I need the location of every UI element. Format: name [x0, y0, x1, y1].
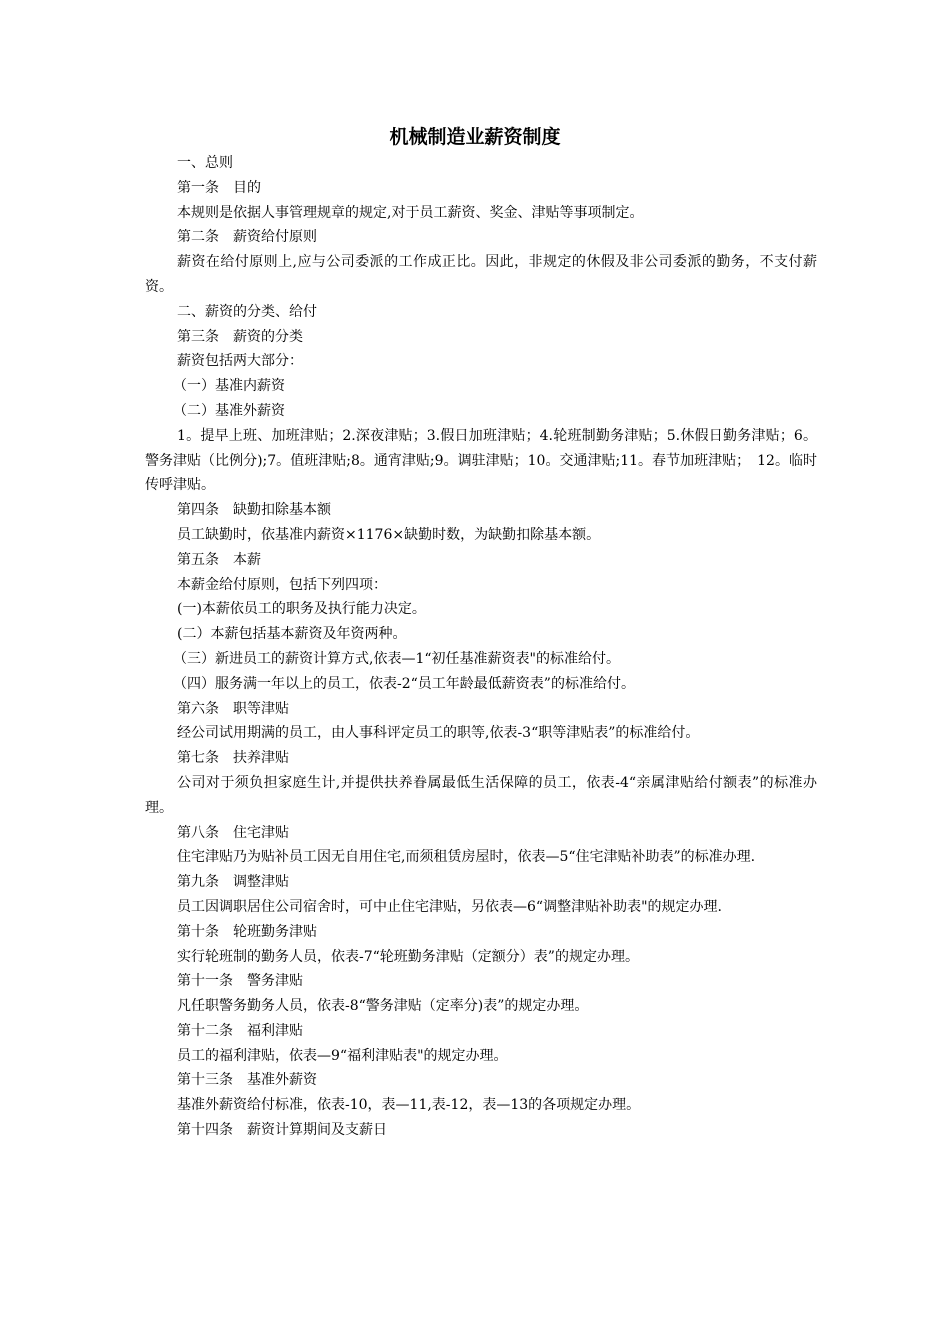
- list-item: （三）新进员工的薪资计算方式,依表—1“初任基准薪资表"的标准给付。: [173, 650, 620, 667]
- article-heading: 第十条 轮班勤务津贴: [177, 923, 317, 940]
- article-heading: 第九条 调整津贴: [177, 874, 289, 891]
- section-heading: 二、薪资的分类、给付: [177, 303, 317, 320]
- article-heading: 第七条 扶养津贴: [177, 750, 289, 767]
- paragraph: 公司对于须负担家庭生计,并提供扶养眷属最低生活保障的员工，依表-4“亲属津贴给付额表”的标准办理。: [145, 774, 817, 816]
- paragraph: 员工的福利津贴，依表—9“福利津贴表"的规定办理。: [177, 1047, 508, 1064]
- paragraph: 薪资在给付原则上,应与公司委派的工作成正比。因此，非规定的休假及非公司委派的勤务，不支付薪资。: [145, 254, 817, 295]
- list-item: （四）服务满一年以上的员工，依表-2“员工年龄最低薪资表”的标准给付。: [173, 675, 635, 692]
- paragraph: 本薪金给付原则，包括下列四项：: [177, 576, 387, 593]
- section-heading: 一、总则: [177, 155, 233, 171]
- paragraph: 员工因调职居住公司宿舍时，可中止住宅津贴，另依表—6“调整津贴补助表"的规定办理.: [177, 898, 722, 915]
- article-heading: 第六条 职等津贴: [177, 700, 289, 717]
- list-item: (二）本薪包括基本薪资及年资两种。: [177, 626, 407, 643]
- document-body: [145, 151, 817, 1143]
- paragraph: 员工缺勤时，依基准内薪资×1176×缺勤时数，为缺勤扣除基本额。: [177, 526, 601, 543]
- article-heading: 第十一条 警务津贴: [177, 973, 303, 990]
- paragraph: 住宅津贴乃为贴补员工因无自用住宅,而须租赁房屋时，依表—5“住宅津贴补助表”的标准办理.: [177, 849, 756, 866]
- article-heading: 第五条 本薪: [177, 551, 261, 568]
- document-title: 机械制造业薪资制度: [389, 126, 561, 148]
- paragraph: 凡任职警务勤务人员，依表-8“警务津贴（定率分)表”的规定办理。: [177, 998, 589, 1015]
- paragraph: 薪资包括两大部分：: [177, 353, 303, 370]
- paragraph: 本规则是依据人事管理规章的规定,对于员工薪资、奖金、津贴等事项制定。: [177, 204, 644, 221]
- paragraph: 基准外薪资给付标准，依表-10，表—11,表-12，表—13的各项规定办理。: [177, 1097, 641, 1114]
- article-heading: 第十三条 基准外薪资: [177, 1072, 317, 1089]
- list-item: (一)本薪依员工的职务及执行能力决定。: [177, 601, 426, 618]
- paragraph: 实行轮班制的勤务人员，依表-7“轮班勤务津贴（定额分）表”的规定办理。: [177, 948, 639, 965]
- article-heading: 第三条 薪资的分类: [177, 328, 303, 345]
- article-heading: 第四条 缺勤扣除基本额: [177, 502, 331, 519]
- article-heading: 第八条 住宅津贴: [177, 824, 289, 841]
- list-item: （一）基准内薪资: [173, 378, 285, 395]
- article-heading: 第一条 目的: [177, 179, 261, 196]
- article-heading: 第十二条 福利津贴: [177, 1022, 303, 1039]
- paragraph: 1。提早上班、加班津贴；2.深夜津贴；3.假日加班津贴；4.轮班制勤务津贴；5.休假日勤务津贴；6。警务津贴（比例分);7。值班津贴;8。通宵津贴;9。调驻津贴；10。交通津贴;11。春节加班津贴； 12。临时传呼津贴。: [145, 427, 817, 494]
- article-heading: 第十四条 薪资计算期间及支薪日: [177, 1122, 387, 1139]
- article-heading: 第二条 薪资给付原则: [177, 229, 317, 246]
- list-item: （二）基准外薪资: [173, 402, 285, 419]
- paragraph: 经公司试用期满的员工，由人事科评定员工的职等,依表-3“职等津贴表”的标准给付。: [177, 725, 700, 742]
